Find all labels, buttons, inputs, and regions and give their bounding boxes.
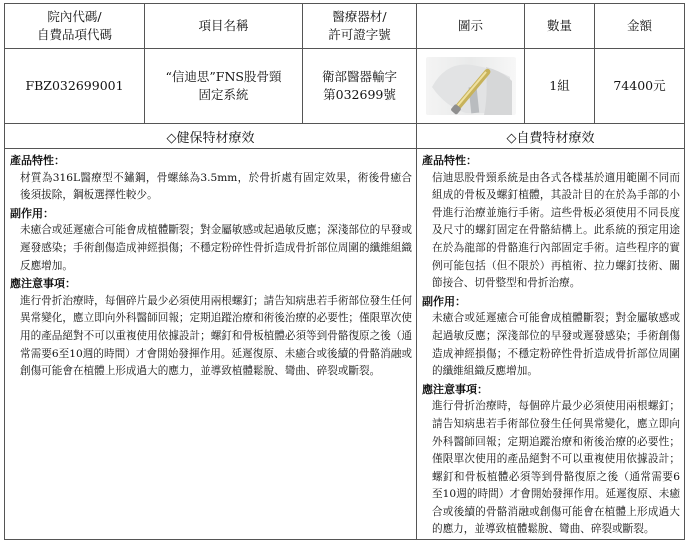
product-table	[4, 3, 685, 540]
item-code: FBZ032699001	[5, 49, 145, 124]
right-side-effects-text: 未癒合或延遲癒合可能會成植體斷裂；對金屬敏感或起過敏反應；深淺部位的早發或遲發感染；手術創傷造成神經損傷；不穩定粉碎性骨折造成骨折部位周圍的纖維組織反應增加。	[432, 312, 680, 378]
right-notes-title: 應注意事項：	[422, 382, 488, 396]
item-row	[5, 49, 685, 124]
header-code: 院內代碼/ 自費品項代碼	[5, 4, 145, 49]
item-qty: 1組	[525, 49, 595, 124]
right-features-text: 信迪思股骨頸系統是由各式各樣基於適用範圍不同而組成的骨板及螺釘植體，其設計目的在於為手部的小骨進行治療並施行手術。這些骨板必須使用不同長度及尺寸的螺釘固定在骨骼結構上。此系統的預定用途在於為龍部的骨骼進行內部固定手術。這些程序的實例可能包括（但不限於）再植術、拉力螺釘技術、關節接合、切骨整型和骨折治療。	[432, 171, 680, 290]
left-side-effects-text: 未癒合或延遲癒合可能會成植體斷裂；對金屬敏感或起過敏反應；深淺部位的早發或遲發感染；手術創傷造成神經損傷；不穩定粉碎性骨折造成骨折部位周圍的纖維組織反應增加。	[20, 224, 412, 272]
right-notes-text: 進行骨折治療時，每個碎片最少必須使用兩根螺釘；請告知病患若手術部位發生任何異常變化，應立即向外科醫師回報；定期追蹤治療和術後治療的必要性；僅限單次使用的產品絕對不可以重複使用依據設計；螺釘和骨板植體必須等到骨骼復原之後（通常需要6至10週的時間）才會開始發揮作用。延遲復原、未癒合或後續的骨骼消融或創傷可能會在植體上形成過大的應力，並導致植體鬆脫、彎曲、碎裂或斷裂。	[432, 400, 680, 536]
header-name: 項目名稱	[145, 4, 303, 49]
left-detail	[5, 149, 417, 540]
item-amount: 74400元	[595, 49, 685, 124]
left-features-title: 產品特性：	[10, 154, 65, 167]
right-detail	[417, 149, 685, 540]
section-header-row	[5, 124, 685, 149]
right-section-title: ◇自費特材療效	[417, 124, 685, 149]
item-license: 衛部醫器輸字 第032699號	[303, 49, 417, 124]
femoral-neck-implant-image	[426, 57, 516, 115]
left-notes-text: 進行骨折治療時，每個碎片最少必須使用兩根螺釘；請告知病患若手術部位發生任何異常變化，應立即向外科醫師回報；定期追蹤治療和術後治療的必要性；僅限單次使用的產品絕對不可以重複使用依據設計；螺釘和骨板植體必須等到骨骼復原之後（通常需要6至10週的時間）才會開始發揮作用。延遲復原、未癒合或後續的骨骼消融或創傷可能會在植體上形成過大的應力，並導致植體鬆脫、彎曲、碎裂或斷裂。	[20, 294, 412, 378]
item-name: “信迪思”FNS股骨頸 固定系統	[145, 49, 303, 124]
item-image-cell	[417, 49, 525, 124]
left-section-title: ◇健保特材療效	[5, 124, 417, 149]
right-side-effects-title: 副作用：	[422, 294, 466, 308]
right-features-title: 產品特性：	[422, 154, 477, 167]
header-row	[5, 4, 685, 49]
left-features-text: 材質為316L醫療型不鏽鋼，骨螺絲為3.5mm，於骨折處有固定效果，術後骨癒合後須拔除，鋼板選擇性較少。	[20, 171, 412, 202]
header-qty: 數量	[525, 4, 595, 49]
detail-row	[5, 149, 685, 540]
left-side-effects-title: 副作用：	[10, 206, 54, 220]
header-license: 醫療器材/ 許可證字號	[303, 4, 417, 49]
header-image: 圖示	[417, 4, 525, 49]
left-notes-title: 應注意事項：	[10, 277, 76, 291]
header-amount: 金額	[595, 4, 685, 49]
